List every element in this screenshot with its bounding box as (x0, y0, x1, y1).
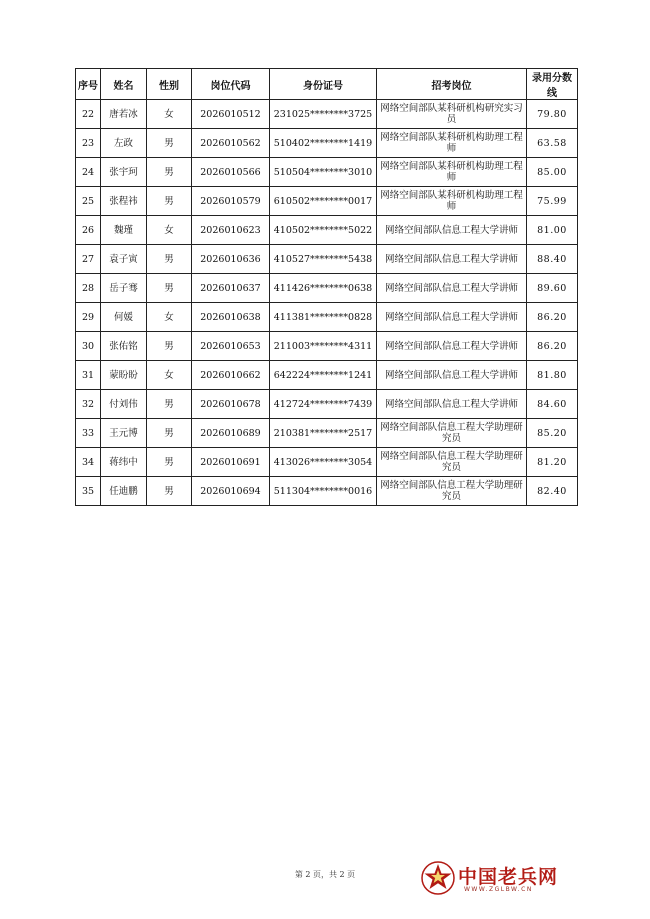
cell-gender: 男 (147, 419, 192, 448)
table-row (76, 129, 578, 158)
table-row (76, 361, 578, 390)
table-row (76, 448, 578, 477)
cell-gender: 男 (147, 274, 192, 303)
cell-gender: 女 (147, 361, 192, 390)
cell-index: 31 (76, 361, 101, 390)
cell-index: 34 (76, 448, 101, 477)
cell-score: 81.00 (527, 216, 578, 245)
cell-post-code: 2026010694 (192, 477, 270, 506)
cell-name: 何媛 (101, 303, 147, 332)
cell-index: 23 (76, 129, 101, 158)
cell-post: 网络空间部队信息工程大学助理研究员 (377, 477, 527, 506)
cell-id-number: 610502********0017 (270, 187, 377, 216)
col-header-gender: 性别 (147, 69, 192, 100)
cell-id-number: 510402********1419 (270, 129, 377, 158)
cell-name: 张宇珂 (101, 158, 147, 187)
cell-gender: 男 (147, 245, 192, 274)
cell-id-number: 411381********0828 (270, 303, 377, 332)
col-header-index: 序号 (76, 69, 101, 100)
cell-post: 网络空间部队信息工程大学讲师 (377, 303, 527, 332)
cell-index: 35 (76, 477, 101, 506)
cell-index: 29 (76, 303, 101, 332)
cell-post: 网络空间部队信息工程大学讲师 (377, 361, 527, 390)
cell-name: 蒋纬中 (101, 448, 147, 477)
cell-score: 89.60 (527, 274, 578, 303)
cell-post-code: 2026010653 (192, 332, 270, 361)
table-row (76, 274, 578, 303)
cell-post-code: 2026010662 (192, 361, 270, 390)
cell-score: 63.58 (527, 129, 578, 158)
cell-post-code: 2026010566 (192, 158, 270, 187)
cell-post-code: 2026010678 (192, 390, 270, 419)
cell-name: 蒙盼盼 (101, 361, 147, 390)
cell-gender: 女 (147, 303, 192, 332)
cell-name: 袁子寅 (101, 245, 147, 274)
cell-name: 张佑铭 (101, 332, 147, 361)
cell-post: 网络空间部队信息工程大学讲师 (377, 390, 527, 419)
cell-post-code: 2026010638 (192, 303, 270, 332)
cell-id-number: 511304********0016 (270, 477, 377, 506)
watermark-name: 中国老兵网 (458, 866, 559, 888)
cell-gender: 男 (147, 129, 192, 158)
table-header-row (76, 69, 578, 100)
cell-post-code: 2026010689 (192, 419, 270, 448)
col-header-post: 招考岗位 (377, 69, 527, 100)
cell-post: 网络空间部队信息工程大学讲师 (377, 274, 527, 303)
cell-name: 任迪鹏 (101, 477, 147, 506)
cell-post: 网络空间部队信息工程大学讲师 (377, 245, 527, 274)
cell-name: 王元博 (101, 419, 147, 448)
admission-table (75, 68, 578, 506)
cell-post-code: 2026010636 (192, 245, 270, 274)
cell-index: 25 (76, 187, 101, 216)
cell-index: 30 (76, 332, 101, 361)
cell-id-number: 413026********3054 (270, 448, 377, 477)
cell-gender: 女 (147, 100, 192, 129)
cell-index: 22 (76, 100, 101, 129)
cell-name: 张程祎 (101, 187, 147, 216)
col-header-id-number: 身份证号 (270, 69, 377, 100)
watermark-logo (420, 860, 590, 900)
table-row (76, 245, 578, 274)
cell-post-code: 2026010562 (192, 129, 270, 158)
cell-post: 网络空间部队信息工程大学讲师 (377, 216, 527, 245)
table-row (76, 477, 578, 506)
cell-name: 魏瑾 (101, 216, 147, 245)
col-header-score: 录用分数线 (527, 69, 578, 100)
cell-name: 左政 (101, 129, 147, 158)
table-row (76, 158, 578, 187)
cell-post-code: 2026010691 (192, 448, 270, 477)
cell-score: 86.20 (527, 332, 578, 361)
table-row (76, 390, 578, 419)
cell-post: 网络空间部队信息工程大学讲师 (377, 332, 527, 361)
page-footer: 第 2 页，共 2 页 (294, 870, 356, 879)
cell-index: 26 (76, 216, 101, 245)
cell-index: 24 (76, 158, 101, 187)
cell-id-number: 210381********2517 (270, 419, 377, 448)
cell-score: 85.00 (527, 158, 578, 187)
cell-gender: 男 (147, 390, 192, 419)
cell-post: 网络空间部队信息工程大学助理研究员 (377, 419, 527, 448)
cell-post: 网络空间部队某科研机构助理工程师 (377, 158, 527, 187)
cell-id-number: 231025********3725 (270, 100, 377, 129)
cell-id-number: 510504********3010 (270, 158, 377, 187)
cell-id-number: 412724********7439 (270, 390, 377, 419)
table-row (76, 332, 578, 361)
cell-id-number: 410527********5438 (270, 245, 377, 274)
cell-post-code: 2026010512 (192, 100, 270, 129)
col-header-name: 姓名 (101, 69, 147, 100)
col-header-post-code: 岗位代码 (192, 69, 270, 100)
cell-index: 28 (76, 274, 101, 303)
cell-score: 82.40 (527, 477, 578, 506)
cell-post-code: 2026010623 (192, 216, 270, 245)
cell-score: 81.20 (527, 448, 578, 477)
cell-name: 付刘伟 (101, 390, 147, 419)
cell-score: 84.60 (527, 390, 578, 419)
cell-score: 86.20 (527, 303, 578, 332)
cell-id-number: 211003********4311 (270, 332, 377, 361)
cell-score: 81.80 (527, 361, 578, 390)
cell-id-number: 410502********5022 (270, 216, 377, 245)
table-row (76, 303, 578, 332)
cell-post: 网络空间部队某科研机构研究实习员 (377, 100, 527, 129)
cell-score: 88.40 (527, 245, 578, 274)
cell-post: 网络空间部队信息工程大学助理研究员 (377, 448, 527, 477)
star-emblem-icon (420, 860, 456, 896)
table-row (76, 419, 578, 448)
table-row (76, 216, 578, 245)
cell-gender: 男 (147, 477, 192, 506)
cell-score: 75.99 (527, 187, 578, 216)
cell-post: 网络空间部队某科研机构助理工程师 (377, 187, 527, 216)
cell-post-code: 2026010637 (192, 274, 270, 303)
cell-gender: 男 (147, 158, 192, 187)
watermark-url: WWW.ZGLBW.CN (464, 886, 533, 893)
cell-gender: 女 (147, 216, 192, 245)
table-row (76, 187, 578, 216)
table-body (76, 100, 578, 506)
cell-index: 27 (76, 245, 101, 274)
cell-gender: 男 (147, 187, 192, 216)
cell-post-code: 2026010579 (192, 187, 270, 216)
cell-name: 岳子骞 (101, 274, 147, 303)
cell-post: 网络空间部队某科研机构助理工程师 (377, 129, 527, 158)
cell-index: 32 (76, 390, 101, 419)
cell-name: 唐若冰 (101, 100, 147, 129)
cell-gender: 男 (147, 448, 192, 477)
cell-score: 85.20 (527, 419, 578, 448)
table-row (76, 100, 578, 129)
cell-id-number: 411426********0638 (270, 274, 377, 303)
cell-id-number: 642224********1241 (270, 361, 377, 390)
cell-index: 33 (76, 419, 101, 448)
cell-gender: 男 (147, 332, 192, 361)
cell-score: 79.80 (527, 100, 578, 129)
